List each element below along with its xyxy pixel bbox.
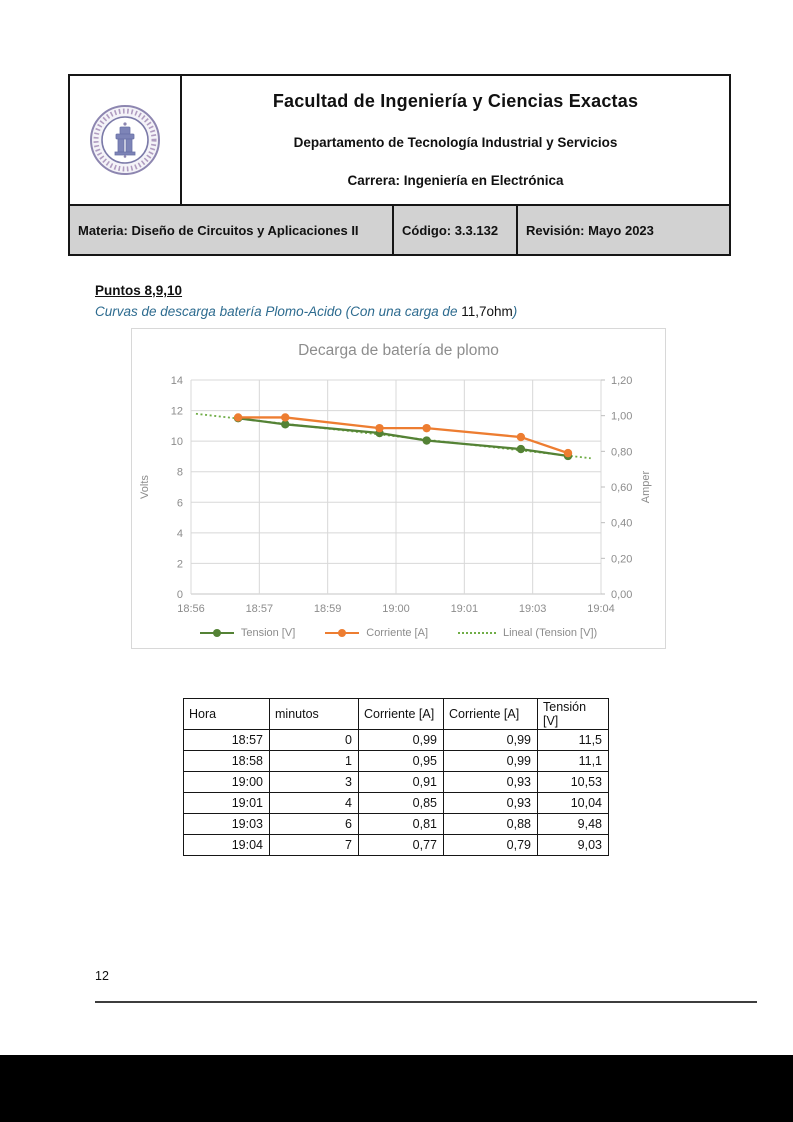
svg-text:18:59: 18:59: [313, 603, 342, 615]
svg-text:0,60: 0,60: [611, 482, 633, 494]
table-cell: 0,99: [444, 751, 538, 772]
table-row: [184, 751, 609, 772]
footer-rule: [95, 1001, 757, 1003]
table-cell: 11,1: [538, 751, 609, 772]
table-cell: 1: [270, 751, 359, 772]
table-row: [184, 730, 609, 751]
table-cell: 0,85: [359, 793, 444, 814]
header-meta-row: [68, 206, 731, 256]
materia-cell: Materia: Diseño de Circuitos y Aplicaciones II: [70, 206, 394, 254]
measurements-table: [183, 698, 609, 856]
svg-text:18:57: 18:57: [245, 603, 274, 615]
table-cell: 0,99: [359, 730, 444, 751]
svg-text:14: 14: [170, 375, 183, 387]
table-cell: 9,03: [538, 835, 609, 856]
table-row: [184, 814, 609, 835]
table-cell: 4: [270, 793, 359, 814]
table-cell: 0,91: [359, 772, 444, 793]
offpage-background: [0, 1055, 793, 1122]
svg-text:Volts: Volts: [139, 475, 151, 499]
table-cell: 0,88: [444, 814, 538, 835]
table-row: [184, 793, 609, 814]
header-top-row: [68, 74, 731, 206]
legend-swatch: [325, 632, 359, 634]
table-cell: 0,79: [444, 835, 538, 856]
header-info-cell: [182, 76, 729, 204]
legend-item: [200, 627, 295, 639]
section-heading: Puntos 8,9,10: [95, 283, 183, 298]
table-cell: 19:04: [184, 835, 270, 856]
table-cell: 0,81: [359, 814, 444, 835]
table-cell: 10,53: [538, 772, 609, 793]
chart-legend: [132, 627, 665, 639]
table-cell: 0,95: [359, 751, 444, 772]
table-cell: 7: [270, 835, 359, 856]
codigo-cell: Código: 3.3.132: [394, 206, 518, 254]
legend-label: Lineal (Tension [V]): [503, 627, 598, 639]
section-subtitle: [95, 304, 517, 319]
table-cell: 6: [270, 814, 359, 835]
legend-swatch: [200, 632, 234, 634]
department-line: Departamento de Tecnología Industrial y Servicios: [293, 135, 618, 150]
table-row: [184, 835, 609, 856]
legend-item: [325, 627, 428, 639]
table-cell: 0,93: [444, 793, 538, 814]
legend-swatch: [458, 632, 496, 634]
faculty-title: Facultad de Ingeniería y Ciencias Exactas: [272, 91, 639, 111]
table-cell: 18:58: [184, 751, 270, 772]
svg-text:1,00: 1,00: [611, 410, 633, 423]
svg-text:10: 10: [170, 436, 183, 449]
svg-text:0: 0: [176, 589, 183, 601]
table-cell: 18:57: [184, 730, 270, 751]
svg-text:4: 4: [176, 527, 183, 540]
svg-text:19:01: 19:01: [450, 603, 479, 615]
university-seal-icon: [88, 103, 162, 177]
table-cell: 3: [270, 772, 359, 793]
table-cell: 10,04: [538, 793, 609, 814]
subtitle-close-paren: ): [512, 304, 518, 319]
measurements-table-wrap: [183, 698, 609, 856]
table-cell: 11,5: [538, 730, 609, 751]
logo-cell: [70, 76, 182, 204]
legend-label: Tension [V]: [240, 627, 296, 639]
table-cell: 9,48: [538, 814, 609, 835]
svg-text:18:56: 18:56: [177, 603, 205, 615]
legend-item: [458, 627, 597, 639]
table-cell: 0,77: [359, 835, 444, 856]
discharge-chart-frame: [131, 328, 666, 649]
table-header-row: [184, 699, 609, 730]
table-cell: 19:00: [184, 772, 270, 793]
table-cell: 19:01: [184, 793, 270, 814]
table-cell: 0,99: [444, 730, 538, 751]
column-header: Hora: [184, 699, 270, 730]
column-header: Tensión [V]: [538, 699, 609, 730]
career-line: Carrera: Ingeniería en Electrónica: [347, 173, 564, 188]
svg-text:0,00: 0,00: [611, 589, 633, 601]
column-header: Corriente [A]: [444, 699, 538, 730]
legend-label: Corriente [A]: [366, 627, 428, 639]
svg-text:19:03: 19:03: [518, 603, 547, 615]
table-row: [184, 772, 609, 793]
svg-text:12: 12: [170, 405, 183, 418]
table-cell: 0,93: [444, 772, 538, 793]
document-header: [68, 74, 731, 256]
revision-cell: Revisión: Mayo 2023: [526, 222, 654, 238]
table-cell: 0: [270, 730, 359, 751]
column-header: Corriente [A]: [359, 699, 444, 730]
page-number: 12: [95, 969, 109, 983]
svg-text:6: 6: [176, 497, 183, 510]
svg-text:0,40: 0,40: [611, 517, 633, 530]
svg-text:19:00: 19:00: [382, 603, 410, 615]
table-cell: 19:03: [184, 814, 270, 835]
svg-text:0,80: 0,80: [611, 446, 633, 459]
svg-text:0,20: 0,20: [611, 553, 633, 566]
svg-text:8: 8: [176, 466, 183, 479]
subtitle-italic-text: Curvas de descarga batería Plomo-Acido (Con una carga de: [95, 304, 462, 319]
svg-text:Amper: Amper: [640, 470, 652, 504]
svg-text:2: 2: [176, 558, 183, 571]
svg-text:1,20: 1,20: [611, 375, 633, 387]
column-header: minutos: [270, 699, 359, 730]
discharge-chart: [132, 329, 665, 648]
chart-title: Decarga de batería de plomo: [298, 342, 499, 359]
svg-text:19:04: 19:04: [587, 603, 615, 615]
subtitle-load-value: 11,7ohm: [461, 304, 513, 319]
